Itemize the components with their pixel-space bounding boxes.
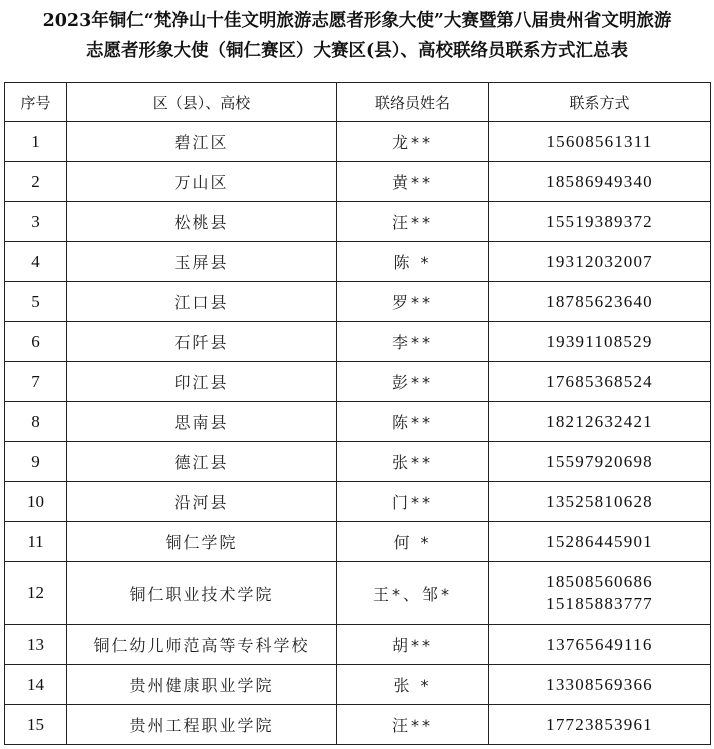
row-index: 10: [5, 482, 67, 522]
row-index: 14: [5, 665, 67, 705]
row-contact-name: 门**: [337, 482, 489, 522]
row-index: 13: [5, 625, 67, 665]
row-phone-cell: [489, 322, 711, 362]
row-phone-cell: [489, 122, 711, 162]
table-row: [5, 162, 711, 202]
row-unit: 印江县: [67, 362, 337, 402]
title-line-1: 2023年铜仁“梵净山十佳文明旅游志愿者形象大使”大赛暨第八届贵州省文明旅游: [42, 11, 672, 31]
row-unit: 铜仁幼儿师范高等专科学校: [67, 625, 337, 665]
row-unit: 铜仁学院: [67, 522, 337, 562]
row-unit: 沿河县: [67, 482, 337, 522]
phone-number: 15185883777: [546, 594, 653, 613]
row-contact-name: 汪**: [337, 705, 489, 745]
phone-number: 18586949340: [546, 171, 653, 191]
row-index: 6: [5, 322, 67, 362]
phone-number: 18212632421: [546, 411, 653, 431]
row-unit: 贵州工程职业学院: [67, 705, 337, 745]
table-row: [5, 705, 711, 745]
row-phone-cell: [489, 402, 711, 442]
row-unit: 江口县: [67, 282, 337, 322]
row-contact-name: 龙**: [337, 122, 489, 162]
table-row: [5, 402, 711, 442]
row-phone-cell: [489, 705, 711, 745]
row-phone-cell: [489, 522, 711, 562]
table-row: [5, 482, 711, 522]
row-index: 15: [5, 705, 67, 745]
phone-number: 19391108529: [546, 331, 653, 351]
row-contact-name: 王*、邹*: [337, 562, 489, 625]
row-contact-name: 何 *: [337, 522, 489, 562]
row-contact-name: 黄**: [337, 162, 489, 202]
phone-number: 15597920698: [546, 451, 653, 471]
phone-number: 15519389372: [546, 211, 653, 231]
table-row: [5, 242, 711, 282]
header-contact-name: 联络员姓名: [337, 83, 489, 122]
row-index: 5: [5, 282, 67, 322]
table-row: [5, 282, 711, 322]
table-row: [5, 122, 711, 162]
table-row: [5, 202, 711, 242]
row-contact-name: 胡**: [337, 625, 489, 665]
row-unit: 碧江区: [67, 122, 337, 162]
row-contact-name: 罗**: [337, 282, 489, 322]
table-header-row: [5, 83, 711, 122]
row-unit: 德江县: [67, 442, 337, 482]
row-unit: 玉屏县: [67, 242, 337, 282]
phone-number: 18508560686: [546, 572, 653, 591]
row-unit: 贵州健康职业学院: [67, 665, 337, 705]
row-phone-cell: [489, 362, 711, 402]
row-phone-cell: [489, 162, 711, 202]
row-unit: 松桃县: [67, 202, 337, 242]
row-index: 12: [5, 562, 67, 625]
phone-number: 15608561311: [546, 131, 653, 151]
row-index: 3: [5, 202, 67, 242]
row-phone-cell: [489, 625, 711, 665]
row-contact-name: 李**: [337, 322, 489, 362]
phone-number: 13525810628: [546, 491, 653, 511]
table-row: [5, 625, 711, 665]
table-row: [5, 562, 711, 625]
phone-number: 13765649116: [546, 634, 653, 654]
row-index: 1: [5, 122, 67, 162]
header-contact-method: 联系方式: [489, 83, 711, 122]
title-line-2: 志愿者形象大使（铜仁赛区）大赛区(县）、高校联络员联系方式汇总表: [85, 41, 629, 61]
row-phone-cell: [489, 202, 711, 242]
phone-number: 19312032007: [546, 251, 653, 271]
table-row: [5, 362, 711, 402]
row-unit: 铜仁职业技术学院: [67, 562, 337, 625]
row-contact-name: 张 *: [337, 665, 489, 705]
phone-number: 15286445901: [546, 531, 653, 551]
contact-table: [4, 82, 711, 745]
table-row: [5, 665, 711, 705]
row-phone-cell: [489, 562, 711, 625]
table-body: [5, 122, 711, 745]
row-phone-cell: [489, 242, 711, 282]
row-contact-name: 陈**: [337, 402, 489, 442]
row-contact-name: 张**: [337, 442, 489, 482]
row-phone-cell: [489, 282, 711, 322]
row-unit: 万山区: [67, 162, 337, 202]
row-index: 2: [5, 162, 67, 202]
row-index: 7: [5, 362, 67, 402]
phone-number: 13308569366: [546, 674, 653, 694]
row-index: 9: [5, 442, 67, 482]
phone-number: 17723853961: [546, 714, 653, 734]
table-row: [5, 322, 711, 362]
phone-number: 17685368524: [546, 371, 653, 391]
row-unit: 石阡县: [67, 322, 337, 362]
header-index: 序号: [5, 83, 67, 122]
document-title: [0, 6, 714, 66]
row-contact-name: 陈 *: [337, 242, 489, 282]
table-row: [5, 522, 711, 562]
row-unit: 思南县: [67, 402, 337, 442]
phone-number: 18785623640: [546, 291, 653, 311]
header-unit: 区（县）、高校: [67, 83, 337, 122]
row-phone-cell: [489, 665, 711, 705]
row-contact-name: 汪**: [337, 202, 489, 242]
table-row: [5, 442, 711, 482]
row-phone-cell: [489, 442, 711, 482]
row-index: 8: [5, 402, 67, 442]
row-index: 4: [5, 242, 67, 282]
row-contact-name: 彭**: [337, 362, 489, 402]
row-phone-cell: [489, 482, 711, 522]
row-index: 11: [5, 522, 67, 562]
